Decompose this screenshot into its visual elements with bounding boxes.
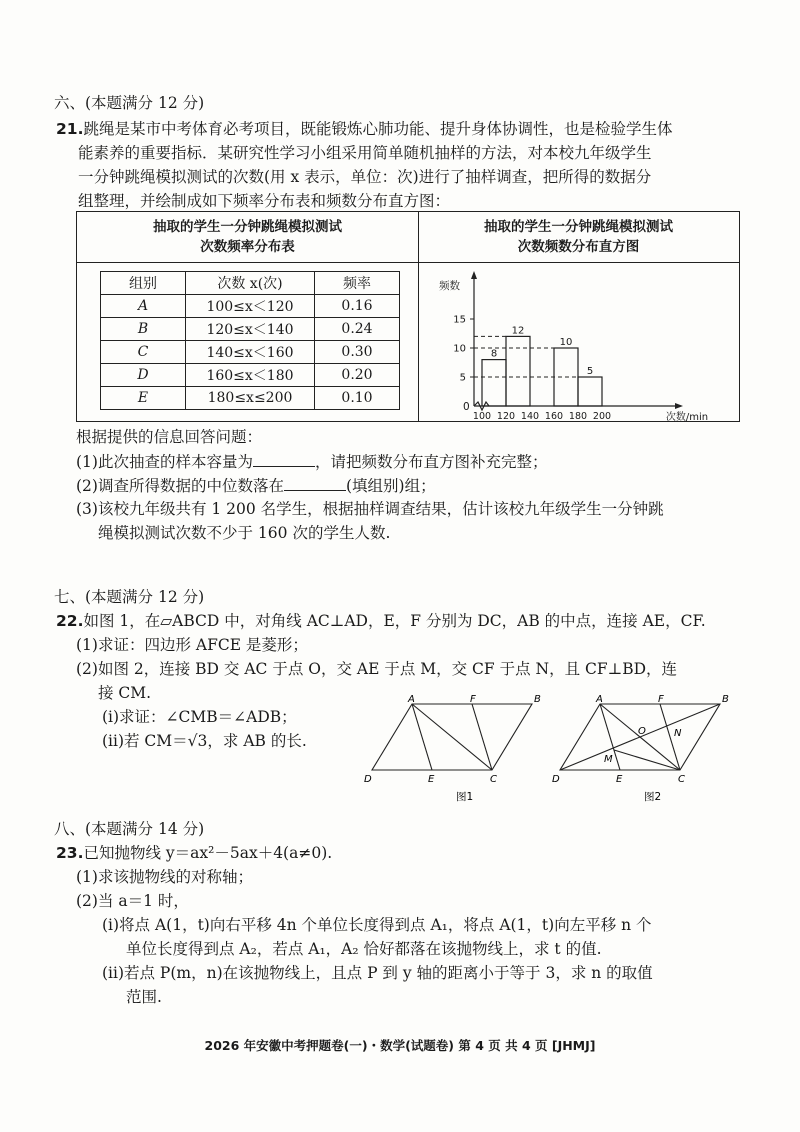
q21-sub-1-text-b: ，请把频数分布直方图补充完整； <box>314 453 548 471</box>
answer-blank-2[interactable] <box>284 474 346 491</box>
table-cell-group: D <box>101 364 186 387</box>
q21-section-header: 六、(本题满分 12 分) <box>54 94 205 112</box>
x-tick-label: 140 <box>520 411 540 421</box>
q23-sub-2-ii-line-2: 范围. <box>126 988 162 1006</box>
label-a: A <box>596 694 603 705</box>
table-cell-frequency: 0.24 <box>315 318 400 341</box>
q23-section-header: 八、(本题满分 14 分) <box>54 820 205 838</box>
segment-cf <box>472 704 492 770</box>
table-header-count: 次数 x(次) <box>186 272 315 295</box>
y-tick-label: 15 <box>453 314 466 326</box>
table-cell-group: A <box>101 295 186 318</box>
q23-sub-2-i-line-1: (ⅰ)将点 A(1，t)向右平移 4n 个单位长度得到点 A₁，将点 A(1，t)向左平移 n 个 <box>102 916 652 934</box>
figure-1 <box>360 694 560 806</box>
q21-number: 21. <box>56 120 84 138</box>
q22-sub-2-i: (ⅰ)求证：∠CMB＝∠ADB； <box>102 708 297 726</box>
label-m: M <box>604 754 613 765</box>
table-cell-group: E <box>101 387 186 410</box>
q22-sub-2-line-1: (2)如图 2，连接 BD 交 AC 于点 O，交 AE 于点 M，交 CF 于点 N，且 CF⊥BD，连 <box>76 660 678 678</box>
histogram-title-line-1: 抽取的学生一分钟跳绳模拟测试 <box>484 219 673 235</box>
bar-value-label: 12 <box>511 325 525 337</box>
page-footer: 2026 年安徽中考押题卷(一)・数学(试题卷) 第 4 页 共 4 页 [JHMJ] <box>204 1038 596 1053</box>
bar-value-label: 10 <box>559 337 573 348</box>
q22-section-header: 七、(本题满分 12 分) <box>54 588 205 606</box>
label-e: E <box>428 774 435 785</box>
label-b: B <box>534 694 541 705</box>
y-axis-arrow <box>471 271 477 279</box>
figure-2 <box>548 694 748 806</box>
q23-line-1 <box>56 842 332 864</box>
label-a: A <box>408 694 415 705</box>
x-tick-label: 100 <box>472 411 492 421</box>
label-o: O <box>638 726 646 737</box>
table-cell-frequency: 0.16 <box>315 295 400 318</box>
q23-number: 23. <box>56 844 84 862</box>
q21-sub-2 <box>76 474 436 497</box>
table-cell-range: 120≤x＜140 <box>186 318 315 341</box>
q22-number: 22. <box>56 612 84 630</box>
q21-sub-1-text-a: (1)此次抽查的样本容量为 <box>76 453 253 471</box>
q23-sub-1: (1)求该抛物线的对称轴； <box>76 868 253 886</box>
frequency-histogram <box>419 263 739 421</box>
q23-sub-2-i-line-2: 单位长度得到点 A₂，若点 A₁，A₂ 恰好都落在该抛物线上，求 t 的值. <box>126 940 602 958</box>
table-header-group: 组别 <box>101 272 186 295</box>
q21-sub-3-line-1: (3)该校九年级共有 1 200 名学生，根据抽样调查结果，估计该校九年级学生一分钟跳 <box>76 500 664 518</box>
label-d: D <box>552 774 560 785</box>
label-c: C <box>490 774 497 785</box>
table-cell-range: 100≤x＜120 <box>186 295 315 318</box>
q21-sub-3-line-2: 绳模拟测试次数不少于 160 次的学生人数. <box>98 524 391 542</box>
y-axis-label: 频数 <box>439 280 460 292</box>
label-n: N <box>674 728 682 739</box>
q23-sub-2-ii-line-1: (ⅱ)若点 P(m，n)在该抛物线上，且点 P 到 y 轴的距离小于等于 3，求 n 的取值 <box>102 964 653 982</box>
label-d: D <box>364 774 372 785</box>
origin-label: 0 <box>463 401 470 413</box>
table-header-row <box>101 272 400 295</box>
q21-line-2: 能素养的重要指标．某研究性学习小组采用简单随机抽样的方法，对本校九年级学生 <box>78 144 652 162</box>
histogram-title <box>418 217 739 257</box>
q21-prompt: 根据提供的信息回答问题： <box>76 428 263 446</box>
table-title-line-1: 抽取的学生一分钟跳绳模拟测试 <box>153 219 342 235</box>
label-f: F <box>658 694 664 705</box>
q21-sub-2-text-a: (2)调查所得数据的中位数落在 <box>76 477 284 495</box>
y-tick-label: 10 <box>453 343 466 355</box>
q21-sub-2-text-b: (填组别)组； <box>345 477 436 495</box>
table-row <box>101 318 400 341</box>
label-b: B <box>722 694 729 705</box>
table-cell-range: 140≤x＜160 <box>186 341 315 364</box>
answer-blank-1[interactable] <box>253 450 315 467</box>
diagonal-bd <box>560 704 720 770</box>
x-tick-label: 180 <box>568 411 588 421</box>
label-f: F <box>470 694 476 705</box>
figure-2-caption: 图2 <box>644 791 662 803</box>
table-cell-range: 160≤x＜180 <box>186 364 315 387</box>
table-cell-group: C <box>101 341 186 364</box>
figure-1-caption: 图1 <box>456 791 474 803</box>
table-row <box>101 295 400 318</box>
table-row <box>101 364 400 387</box>
table-cell-range: 180≤x≤200 <box>186 387 315 410</box>
bar-value-label: 8 <box>490 348 498 360</box>
table-row <box>101 387 400 410</box>
histogram-title-line-2: 次数频数分布直方图 <box>517 239 640 255</box>
table-title-line-2: 次数频率分布表 <box>200 239 295 255</box>
diagonal-ac <box>412 704 492 770</box>
q22-sub-2-ii: (ⅱ)若 CM＝√3，求 AB 的长. <box>102 732 307 750</box>
x-axis-label: 次数/min <box>665 412 709 421</box>
histogram-bar <box>506 336 530 406</box>
x-tick-label: 120 <box>496 411 516 421</box>
q21-line-4: 组整理，并绘制成如下频率分布表和频数分布直方图： <box>78 192 451 210</box>
x-tick-label: 160 <box>544 411 564 421</box>
q22-sub-1: (1)求证：四边形 AFCE 是菱形； <box>76 636 308 654</box>
table-cell-frequency: 0.30 <box>315 341 400 364</box>
table-cell-frequency: 0.20 <box>315 364 400 387</box>
label-e: E <box>616 774 623 785</box>
q22-line-1 <box>56 610 706 632</box>
table-header-frequency: 频率 <box>315 272 400 295</box>
q21-sub-1 <box>76 450 547 473</box>
frequency-table <box>100 271 400 410</box>
q21-text-1: 跳绳是某市中考体育必考项目，既能锻炼心肺功能、提升身体协调性，也是检验学生体 <box>83 120 673 138</box>
histogram-bar <box>482 360 506 406</box>
bar-value-label: 5 <box>586 366 594 377</box>
q23-text-1: 已知抛物线 y＝ax²－5ax＋4(a≠0). <box>83 844 333 862</box>
table-row <box>101 341 400 364</box>
segment-cm <box>614 750 680 770</box>
y-tick-label: 5 <box>459 372 466 384</box>
q22-sub-2-line-2: 接 CM. <box>98 684 152 702</box>
table-title <box>77 217 418 257</box>
table-cell-group: B <box>101 318 186 341</box>
q21-line-3: 一分钟跳绳模拟测试的次数(用 x 表示，单位：次)进行了抽样调查，把所得的数据分 <box>78 168 652 186</box>
x-axis-arrow <box>675 403 683 409</box>
q22-text-1: 如图 1，在▱ABCD 中，对角线 AC⊥AD，E，F 分别为 DC，AB 的中点，连接 AE，CF. <box>83 612 706 630</box>
histogram-bar <box>578 377 602 406</box>
label-c: C <box>678 774 685 785</box>
segment-ae <box>412 704 432 770</box>
q21-figure-frame <box>76 211 740 422</box>
table-cell-frequency: 0.10 <box>315 387 400 410</box>
q23-sub-2: (2)当 a＝1 时， <box>76 892 189 910</box>
x-tick-label: 200 <box>592 411 612 421</box>
q21-line-1 <box>56 118 672 140</box>
